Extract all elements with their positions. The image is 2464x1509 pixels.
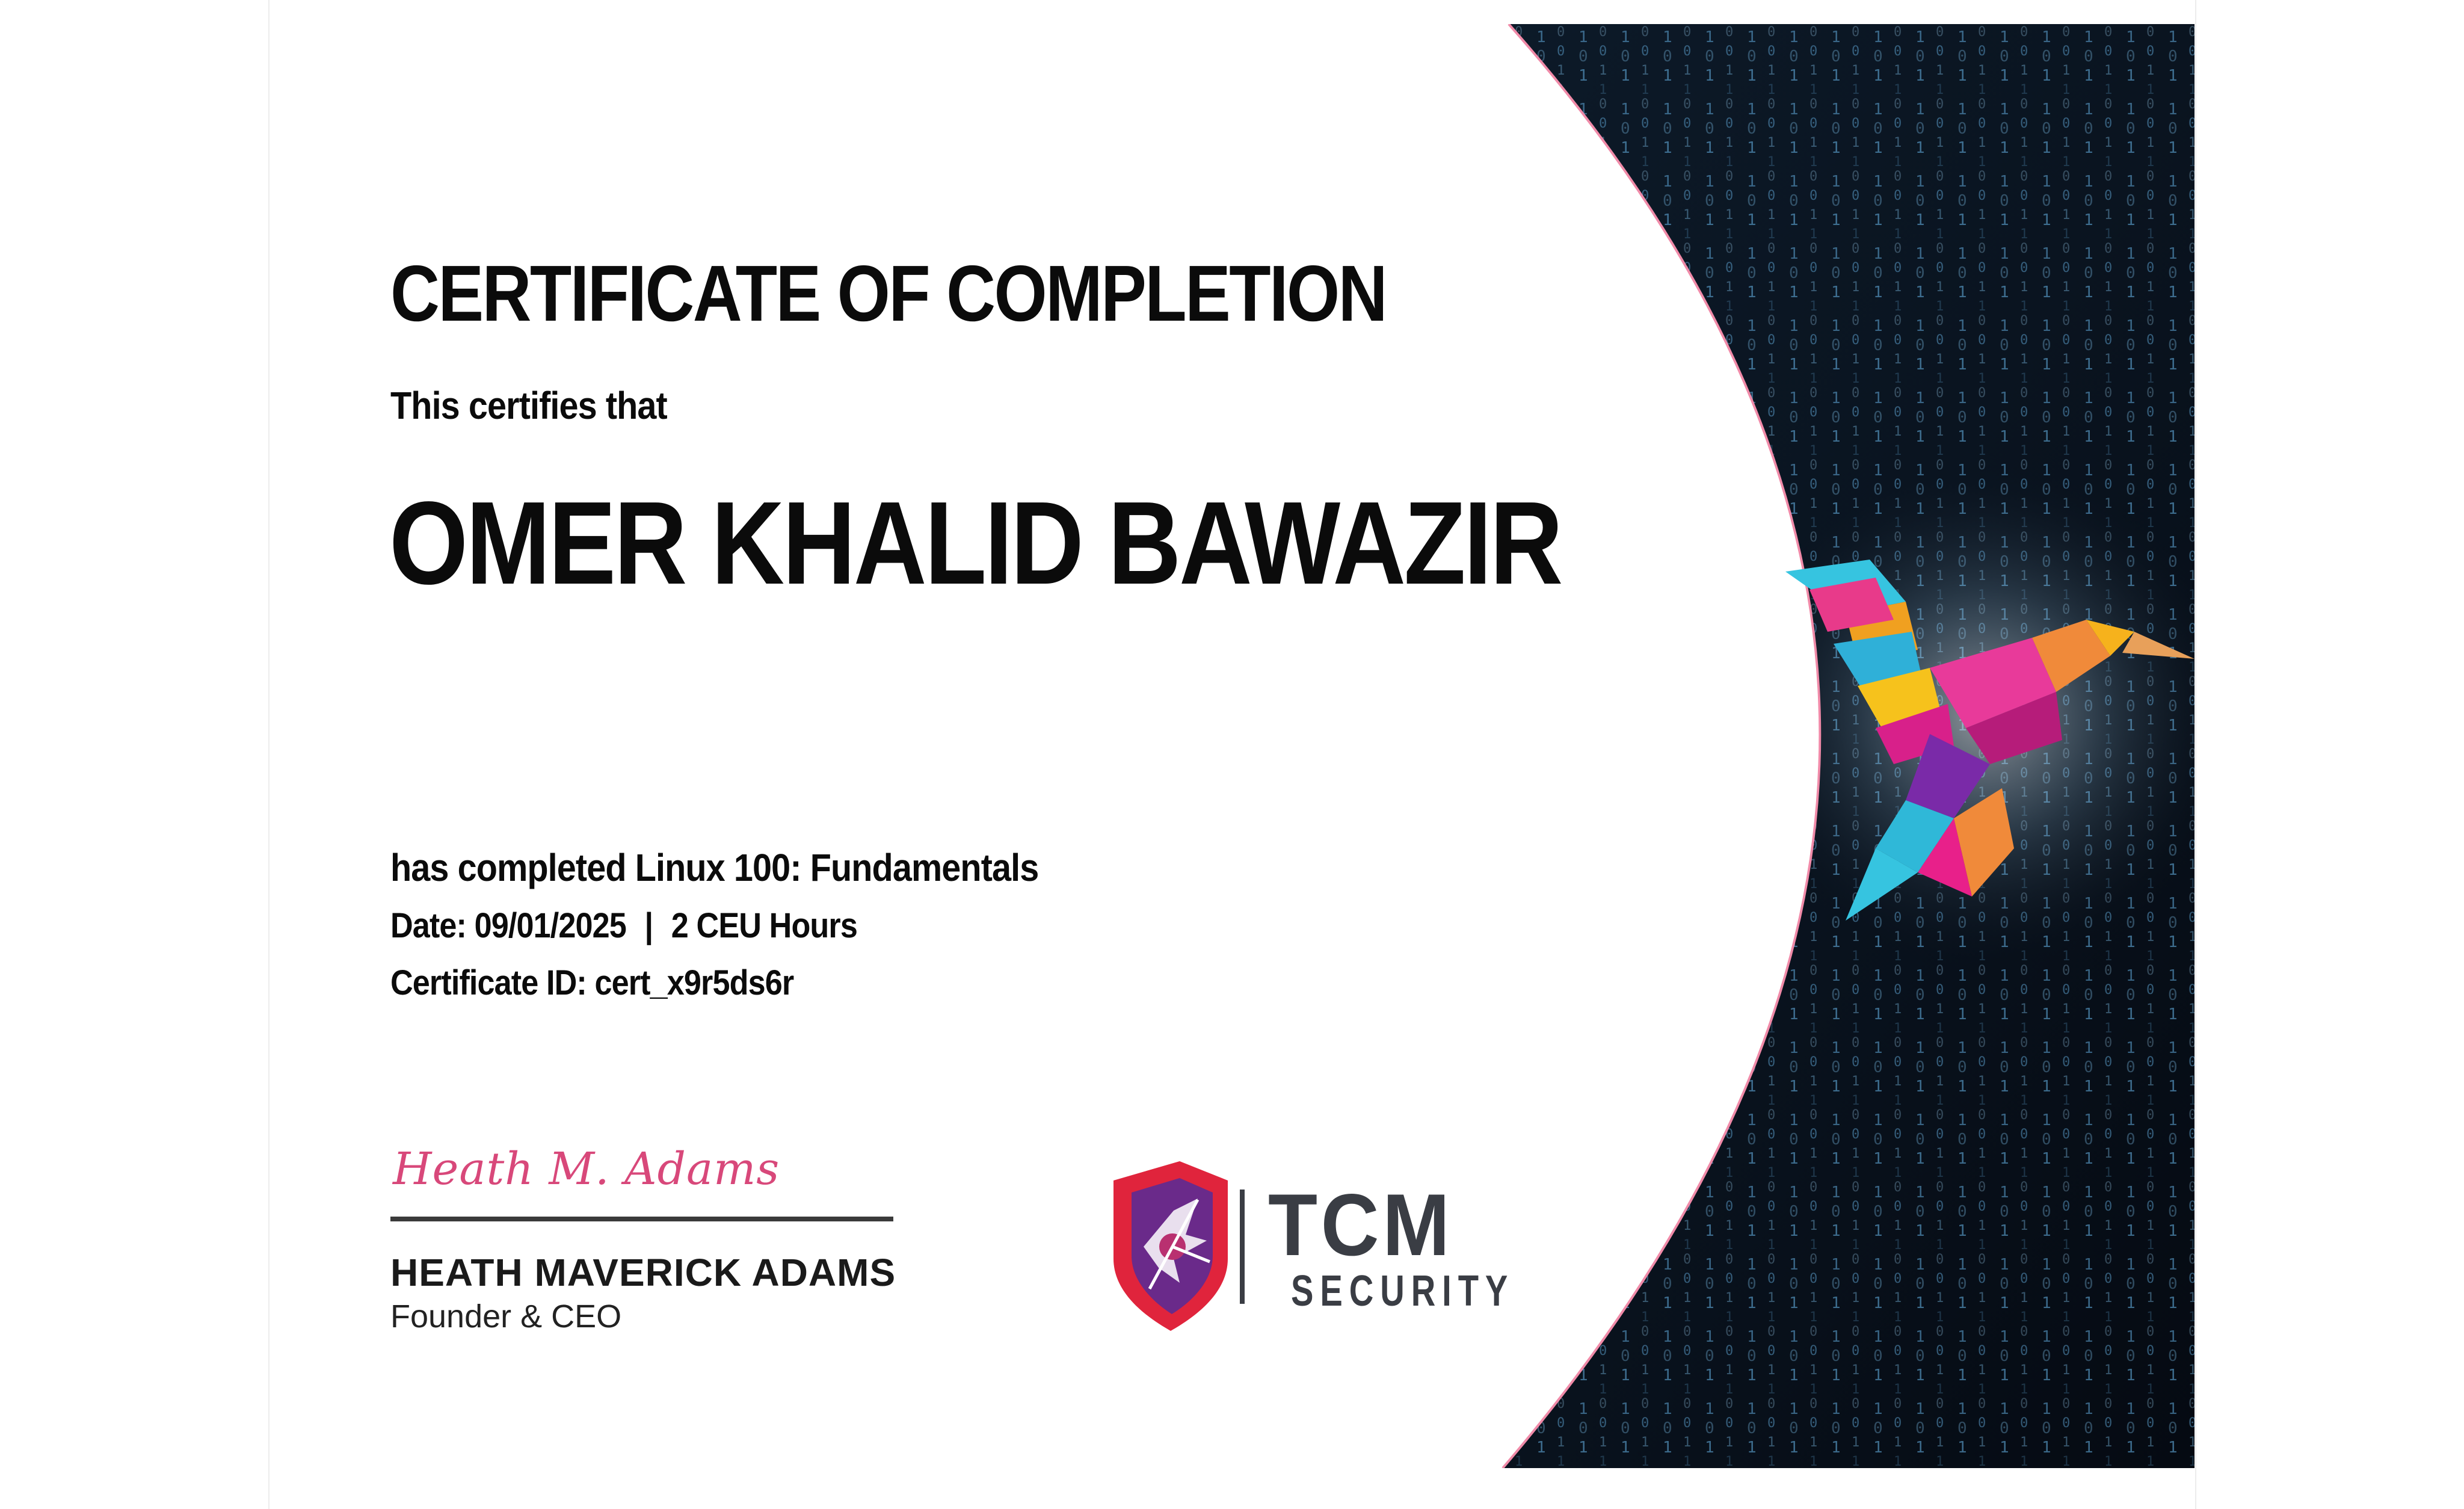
date-line — [390, 906, 857, 946]
bird-icon — [1773, 535, 2194, 969]
logo-brand: TCM — [1268, 1176, 1453, 1274]
signer-name: HEATH MAVERICK ADAMS — [390, 1251, 896, 1294]
recipient-name: OMER KHALID BAWAZIR — [389, 477, 1561, 609]
certificate-id: Certificate ID: cert_x9r5ds6r — [390, 963, 794, 1002]
ceu-hours: 2 CEU Hours — [671, 906, 857, 945]
handwritten-signature: Heath M. Adams — [393, 1143, 780, 1195]
completion-text: has completed Linux 100: Fundamentals — [390, 846, 1039, 889]
certificate — [270, 24, 2194, 1468]
signer-role: Founder & CEO — [390, 1298, 622, 1335]
certificate-title: CERTIFICATE OF COMPLETION — [390, 249, 1387, 338]
logo-subtitle: SECURITY — [1291, 1267, 1515, 1315]
date-separator: | — [644, 906, 653, 945]
certifies-text: This certifies that — [390, 384, 667, 427]
signature-line — [390, 1217, 893, 1221]
completion-date: Date: 09/01/2025 — [390, 906, 626, 945]
